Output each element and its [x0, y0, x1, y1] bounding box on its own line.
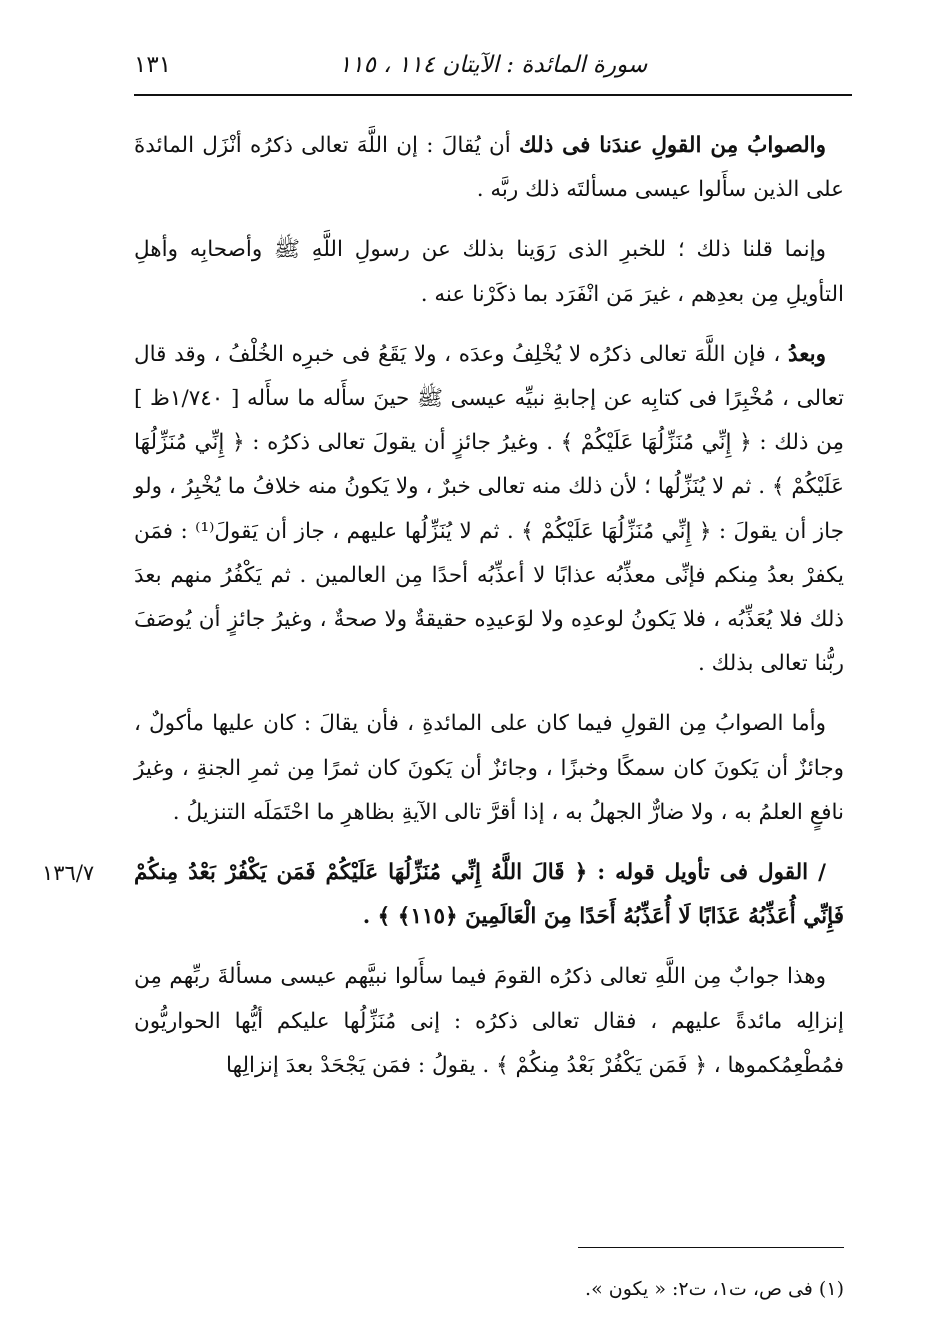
header-rule	[134, 94, 852, 96]
paragraph-text: وهذا جوابٌ مِن اللَّهِ تعالى ذكرُه القومَ فيما سأَلوا نبيَّهم عيسى مسألةَ ربِّهم مِن إنزالِه مائدةً عليهم ، فقال تعالى ذكرُه : إنى مُنَزِّلُها عليكم أيُّها الحواريُّون فمُطْعِمُكموها ، ﴿ فَمَن يَكْفُرْ بَعْدُ مِنكُمْ ﴾ . يقولُ : فمَن يَجْحَدْ بعدَ إنزالِها	[134, 964, 844, 1078]
paragraph-lead: وبعدُ	[787, 341, 826, 367]
footnote-rule	[578, 1247, 844, 1248]
paragraph-text: وأما الصوابُ مِن القولِ فيما كان على المائدةِ ، فأن يقالَ : كان عليها مأكولٌ ، وجائزٌ أن يَكونَ كان سمكًا وخبزًا ، وجائزٌ أن يَكونَ كان ثمرًا مِن ثمرِ الجنةِ ، وغيرُ نافعٍ العلمُ به ، ولا ضارٌّ الجهلُ به ، إذا أقرَّ تالى الآيةِ بظاهرِ ما احْتَمَلَه التنزيلُ .	[134, 711, 844, 825]
running-title: سورة المائدة : الآيتان ١١٤ ، ١١٥	[338, 52, 648, 78]
page-number: ١٣١	[134, 52, 172, 78]
paragraph-6	[134, 955, 844, 1088]
paragraph-2	[134, 228, 844, 316]
paragraph-text: وإنما قلنا ذلك ؛ للخبرِ الذى رَوَينا بذلك عن رسولِ اللَّهِ ﷺ وأصحابِه وأهلِ التأويلِ مِن بعدِهم ، غيرَ مَن انْفَرَد بما ذكَرْنا عنه .	[134, 237, 844, 307]
main-text	[42, 124, 844, 1104]
page-header	[134, 46, 852, 90]
margin-reference: ١٣٦/٧	[42, 861, 95, 886]
paragraph-5	[42, 851, 844, 939]
paragraph-1	[134, 124, 844, 212]
paragraph-4	[134, 702, 844, 835]
quran-verse: ﴿ قَالَ اللَّهُ إِنِّي مُنَزِّلُهَا عَلَيْكُمْ فَمَن يَكْفُرْ بَعْدُ مِنكُمْ فَإِنِّي أُعَذِّبُهُ عَذَابًا لَا أُعَذِّبُهُ أَحَدًا مِنَ الْعَالَمِينَ ﴿١١٥﴾ ﴾ .	[134, 860, 844, 930]
paragraph-text: ، فإن اللَّهَ تعالى ذكرُه لا يُخْلِفُ وعدَه ، ولا يَقَعُ فى خبرِه الخُلْفُ ، وقد قال تعالى ، مُخْبِرًا فى كتابِه عن إجابةِ نبيِّه عيسى ﷺ حينَ سأَله ما سأَله [ ١/٧٤٠ظ ] مِن ذلك : ﴿ إِنِّي مُنَزِّلُهَا عَلَيْكُمْ ﴾ . وغيرُ جائزٍ أن يقولَ تعالى ذكرُه : ﴿ إِنِّي مُنَزِّلُهَا عَلَيْكُمْ ﴾ . ثم لا يُنَزِّلُها ؛ لأن ذلك منه تعالى خبرٌ ، ولا يَكونُ منه خلافُ ما يُخْبِرُ ، ولو جاز أن يقولَ : ﴿ إِنِّي مُنَزِّلُهَا عَلَيْكُمْ ﴾ . ثم لا يُنَزِّلُها عليهم ، جاز أن يَقولَ⁽¹⁾ : فمَن يكفرْ بعدُ مِنكم فإنِّى معذِّبُه عذابًا لا أعذِّبُه أحدًا مِن العالمين . ثم يَكْفُرُ منهم بعدَ ذلك فلا يُعَذِّبُه ، فلا يَكونُ لوعدِه ولا لوَعيدِه حقيقةٌ ولا صحةٌ ، وغيرُ جائزٍ أن يُوصَفَ ربُّنا تعالى بذلك .	[134, 341, 844, 677]
paragraph-text: أن يُقالَ : إن اللَّهَ تعالى ذكرُه أنْزَل المائدةَ على الذين سأَلوا عيسى مسألتَه ذلك ربَّه .	[134, 133, 844, 203]
paragraph-3	[134, 333, 844, 687]
paragraph-lead: والصوابُ مِن القولِ عندَنا فى ذلك	[519, 133, 826, 158]
paragraph-lead: / القول فى تأويل قوله :	[597, 860, 826, 886]
footnote: (١) فى ص، ت١، ت٢: « يكون ».	[585, 1278, 844, 1300]
